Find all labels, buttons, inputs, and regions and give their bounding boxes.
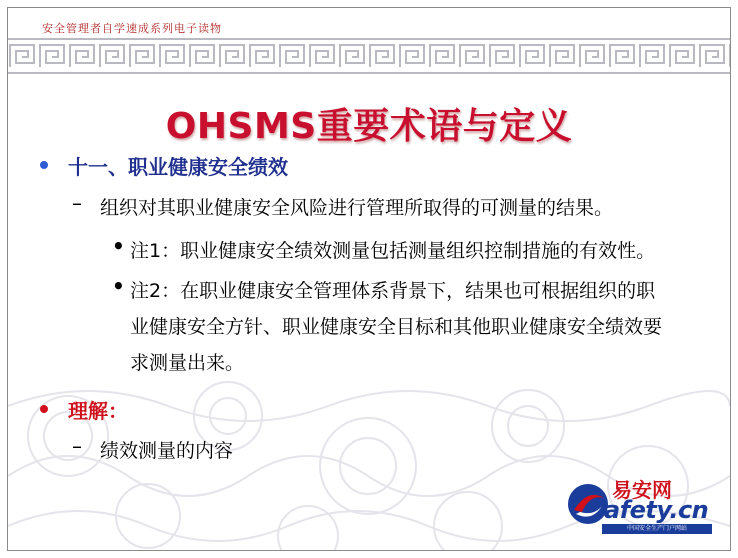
item2-subtext: 绩效测量的内容 [100, 440, 234, 462]
logo-tagline: 中国安全生产门户网站 [602, 524, 712, 534]
series-label: 安全管理者自学速成系列电子读物 [42, 22, 222, 35]
slide-frame [7, 7, 731, 551]
logo-domain: afety.cn [604, 496, 709, 524]
dash-marker: – [72, 191, 82, 215]
dot-marker: • [112, 234, 125, 258]
header-strip [8, 8, 730, 36]
bullet-dot-blue [40, 161, 48, 169]
logo-chinese-name: 易安网 [612, 478, 672, 502]
note2-line3: 求测量出来。 [130, 352, 245, 374]
slide-title: OHSMS重要术语与定义 [165, 106, 573, 147]
note2-line2: 业健康安全方针、职业健康安全目标和其他职业健康安全绩效要 [130, 316, 663, 338]
yian-logo [566, 472, 716, 536]
dot-marker: • [112, 274, 125, 298]
item1-label: 十一、职业健康安全绩效 [68, 155, 288, 179]
dash-marker: – [72, 434, 82, 458]
item2-label: 理解： [68, 399, 128, 423]
note2-line1: 注2：在职业健康安全管理体系背景下，结果也可根据组织的职 [130, 280, 656, 302]
note1-text: 注1：职业健康安全绩效测量包括测量组织控制措施的有效性。 [130, 240, 656, 262]
item1-subtext: 组织对其职业健康安全风险进行管理所取得的可测量的结果。 [100, 197, 614, 219]
bullet-dot-red [40, 405, 48, 413]
fret-border [8, 37, 730, 75]
